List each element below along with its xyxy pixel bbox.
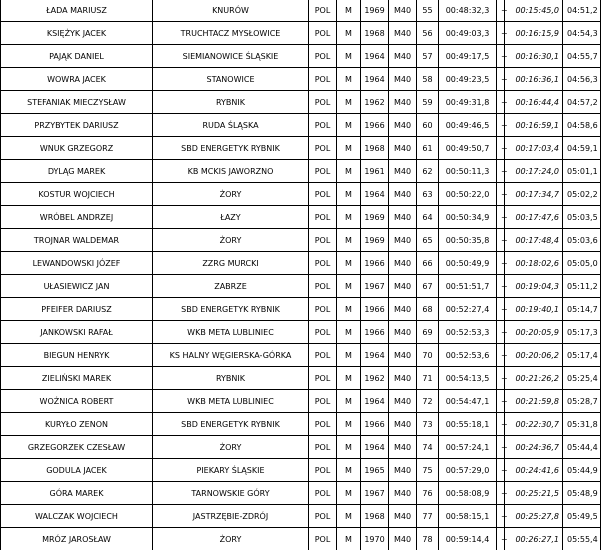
runner-sex: M bbox=[337, 275, 361, 298]
table-row bbox=[1, 137, 601, 160]
runner-name: KSIĘŻYK JACEK bbox=[1, 22, 153, 45]
birth-year: 1966 bbox=[361, 252, 389, 275]
plus-sign: + bbox=[497, 528, 505, 550]
runner-club: TRUCHTACZ MYSŁOWICE bbox=[153, 22, 309, 45]
age-category: M40 bbox=[389, 229, 417, 252]
runner-country: POL bbox=[309, 528, 337, 550]
runner-sex: M bbox=[337, 252, 361, 275]
table-row bbox=[1, 367, 601, 390]
table-row bbox=[1, 344, 601, 367]
table-row bbox=[1, 68, 601, 91]
birth-year: 1964 bbox=[361, 436, 389, 459]
runner-country: POL bbox=[309, 22, 337, 45]
birth-year: 1969 bbox=[361, 0, 389, 22]
time-behind-leader: 00:24:36,7 bbox=[505, 436, 563, 459]
runner-country: POL bbox=[309, 160, 337, 183]
runner-country: POL bbox=[309, 68, 337, 91]
birth-year: 1969 bbox=[361, 229, 389, 252]
table-row bbox=[1, 390, 601, 413]
category-place: 75 bbox=[417, 459, 439, 482]
age-category: M40 bbox=[389, 91, 417, 114]
finish-time: 00:50:22,0 bbox=[439, 183, 497, 206]
finish-time: 00:55:18,1 bbox=[439, 413, 497, 436]
pace-per-km: 05:28,7 bbox=[563, 390, 601, 413]
table-row bbox=[1, 229, 601, 252]
runner-sex: M bbox=[337, 22, 361, 45]
finish-time: 00:49:31,8 bbox=[439, 91, 497, 114]
time-behind-leader: 00:18:02,6 bbox=[505, 252, 563, 275]
runner-sex: M bbox=[337, 528, 361, 550]
finish-time: 00:58:08,9 bbox=[439, 482, 497, 505]
runner-country: POL bbox=[309, 344, 337, 367]
category-place: 76 bbox=[417, 482, 439, 505]
category-place: 78 bbox=[417, 528, 439, 550]
table-row bbox=[1, 91, 601, 114]
finish-time: 00:54:13,5 bbox=[439, 367, 497, 390]
runner-sex: M bbox=[337, 367, 361, 390]
runner-club: ŻORY bbox=[153, 183, 309, 206]
runner-name: PAJĄK DANIEL bbox=[1, 45, 153, 68]
category-place: 60 bbox=[417, 114, 439, 137]
time-behind-leader: 00:19:40,1 bbox=[505, 298, 563, 321]
table-row bbox=[1, 413, 601, 436]
time-behind-leader: 00:20:06,2 bbox=[505, 344, 563, 367]
plus-sign: + bbox=[497, 114, 505, 137]
birth-year: 1964 bbox=[361, 45, 389, 68]
age-category: M40 bbox=[389, 252, 417, 275]
plus-sign: + bbox=[497, 252, 505, 275]
pace-per-km: 05:55,4 bbox=[563, 528, 601, 550]
runner-country: POL bbox=[309, 390, 337, 413]
time-behind-leader: 00:21:59,8 bbox=[505, 390, 563, 413]
runner-sex: M bbox=[337, 137, 361, 160]
runner-name: WNUK GRZEGORZ bbox=[1, 137, 153, 160]
age-category: M40 bbox=[389, 114, 417, 137]
runner-country: POL bbox=[309, 275, 337, 298]
runner-name: WOWRA JACEK bbox=[1, 68, 153, 91]
plus-sign: + bbox=[497, 321, 505, 344]
runner-country: POL bbox=[309, 482, 337, 505]
category-place: 72 bbox=[417, 390, 439, 413]
runner-sex: M bbox=[337, 298, 361, 321]
table-row bbox=[1, 0, 601, 22]
pace-per-km: 04:57,2 bbox=[563, 91, 601, 114]
pace-per-km: 04:58,6 bbox=[563, 114, 601, 137]
runner-name: UŁASIEWICZ JAN bbox=[1, 275, 153, 298]
finish-time: 00:49:50,7 bbox=[439, 137, 497, 160]
runner-club: RUDA ŚLĄSKA bbox=[153, 114, 309, 137]
pace-per-km: 04:56,3 bbox=[563, 68, 601, 91]
birth-year: 1969 bbox=[361, 206, 389, 229]
age-category: M40 bbox=[389, 68, 417, 91]
runner-club: WKB META LUBLINIEC bbox=[153, 321, 309, 344]
plus-sign: + bbox=[497, 298, 505, 321]
pace-per-km: 05:14,7 bbox=[563, 298, 601, 321]
birth-year: 1964 bbox=[361, 390, 389, 413]
runner-name: LEWANDOWSKI JÓZEF bbox=[1, 252, 153, 275]
category-place: 68 bbox=[417, 298, 439, 321]
runner-name: PRZYBYTEK DARIUSZ bbox=[1, 114, 153, 137]
time-behind-leader: 00:16:15,9 bbox=[505, 22, 563, 45]
table-row bbox=[1, 436, 601, 459]
runner-sex: M bbox=[337, 0, 361, 22]
pace-per-km: 05:02,2 bbox=[563, 183, 601, 206]
runner-sex: M bbox=[337, 321, 361, 344]
runner-country: POL bbox=[309, 436, 337, 459]
pace-per-km: 05:01,1 bbox=[563, 160, 601, 183]
birth-year: 1966 bbox=[361, 298, 389, 321]
pace-per-km: 05:49,5 bbox=[563, 505, 601, 528]
age-category: M40 bbox=[389, 137, 417, 160]
pace-per-km: 05:03,6 bbox=[563, 229, 601, 252]
age-category: M40 bbox=[389, 505, 417, 528]
table-row bbox=[1, 160, 601, 183]
pace-per-km: 04:54,3 bbox=[563, 22, 601, 45]
table-row bbox=[1, 45, 601, 68]
pace-per-km: 04:55,7 bbox=[563, 45, 601, 68]
category-place: 74 bbox=[417, 436, 439, 459]
pace-per-km: 05:31,8 bbox=[563, 413, 601, 436]
runner-sex: M bbox=[337, 91, 361, 114]
runner-country: POL bbox=[309, 137, 337, 160]
time-behind-leader: 00:15:45,0 bbox=[505, 0, 563, 22]
category-place: 57 bbox=[417, 45, 439, 68]
time-behind-leader: 00:16:59,1 bbox=[505, 114, 563, 137]
birth-year: 1968 bbox=[361, 22, 389, 45]
plus-sign: + bbox=[497, 275, 505, 298]
table-row bbox=[1, 183, 601, 206]
plus-sign: + bbox=[497, 436, 505, 459]
time-behind-leader: 00:17:47,6 bbox=[505, 206, 563, 229]
time-behind-leader: 00:20:05,9 bbox=[505, 321, 563, 344]
plus-sign: + bbox=[497, 91, 505, 114]
category-place: 64 bbox=[417, 206, 439, 229]
runner-club: SBD ENERGETYK RYBNIK bbox=[153, 137, 309, 160]
finish-time: 00:58:15,1 bbox=[439, 505, 497, 528]
category-place: 66 bbox=[417, 252, 439, 275]
category-place: 67 bbox=[417, 275, 439, 298]
runner-sex: M bbox=[337, 160, 361, 183]
plus-sign: + bbox=[497, 160, 505, 183]
runner-name: GRZEGORZEK CZESŁAW bbox=[1, 436, 153, 459]
runner-country: POL bbox=[309, 229, 337, 252]
runner-sex: M bbox=[337, 183, 361, 206]
category-place: 71 bbox=[417, 367, 439, 390]
runner-club: SIEMIANOWICE ŚLĄSKIE bbox=[153, 45, 309, 68]
results-body bbox=[1, 0, 601, 550]
time-behind-leader: 00:16:44,4 bbox=[505, 91, 563, 114]
plus-sign: + bbox=[497, 413, 505, 436]
runner-club: PIEKARY ŚLĄSKIE bbox=[153, 459, 309, 482]
age-category: M40 bbox=[389, 482, 417, 505]
time-behind-leader: 00:24:41,6 bbox=[505, 459, 563, 482]
pace-per-km: 05:03,5 bbox=[563, 206, 601, 229]
time-behind-leader: 00:26:27,1 bbox=[505, 528, 563, 550]
age-category: M40 bbox=[389, 0, 417, 22]
runner-sex: M bbox=[337, 229, 361, 252]
runner-club: KB MCKIS JAWORZNO bbox=[153, 160, 309, 183]
age-category: M40 bbox=[389, 160, 417, 183]
time-behind-leader: 00:17:34,7 bbox=[505, 183, 563, 206]
runner-name: GODULA JACEK bbox=[1, 459, 153, 482]
table-row bbox=[1, 22, 601, 45]
table-row bbox=[1, 505, 601, 528]
plus-sign: + bbox=[497, 137, 505, 160]
runner-sex: M bbox=[337, 45, 361, 68]
pace-per-km: 05:25,4 bbox=[563, 367, 601, 390]
plus-sign: + bbox=[497, 22, 505, 45]
runner-name: WRÓBEL ANDRZEJ bbox=[1, 206, 153, 229]
runner-sex: M bbox=[337, 436, 361, 459]
runner-country: POL bbox=[309, 114, 337, 137]
finish-time: 00:57:29,0 bbox=[439, 459, 497, 482]
birth-year: 1962 bbox=[361, 91, 389, 114]
age-category: M40 bbox=[389, 528, 417, 550]
runner-club: KS HALNY WĘGIERSKA-GÓRKA bbox=[153, 344, 309, 367]
runner-club: ZZRG MURCKI bbox=[153, 252, 309, 275]
finish-time: 00:52:53,3 bbox=[439, 321, 497, 344]
runner-club: ŻORY bbox=[153, 528, 309, 550]
runner-name: ZIELIŃSKI MAREK bbox=[1, 367, 153, 390]
table-row bbox=[1, 298, 601, 321]
runner-club: SBD ENERGETYK RYBNIK bbox=[153, 298, 309, 321]
table-row bbox=[1, 206, 601, 229]
age-category: M40 bbox=[389, 436, 417, 459]
finish-time: 00:49:46,5 bbox=[439, 114, 497, 137]
runner-club: ŁAZY bbox=[153, 206, 309, 229]
runner-country: POL bbox=[309, 206, 337, 229]
finish-time: 00:54:47,1 bbox=[439, 390, 497, 413]
age-category: M40 bbox=[389, 390, 417, 413]
time-behind-leader: 00:25:21,5 bbox=[505, 482, 563, 505]
plus-sign: + bbox=[497, 206, 505, 229]
runner-country: POL bbox=[309, 252, 337, 275]
table-row bbox=[1, 321, 601, 344]
age-category: M40 bbox=[389, 413, 417, 436]
runner-club: ZABRZE bbox=[153, 275, 309, 298]
plus-sign: + bbox=[497, 459, 505, 482]
runner-sex: M bbox=[337, 68, 361, 91]
age-category: M40 bbox=[389, 206, 417, 229]
runner-club: JASTRZĘBIE-ZDRÓJ bbox=[153, 505, 309, 528]
runner-club: KNURÓW bbox=[153, 0, 309, 22]
runner-club: SBD ENERGETYK RYBNIK bbox=[153, 413, 309, 436]
runner-name: KOSTUR WOJCIECH bbox=[1, 183, 153, 206]
time-behind-leader: 00:17:24,0 bbox=[505, 160, 563, 183]
runner-name: KURYŁO ZENON bbox=[1, 413, 153, 436]
finish-time: 00:48:32,3 bbox=[439, 0, 497, 22]
finish-time: 00:52:27,4 bbox=[439, 298, 497, 321]
plus-sign: + bbox=[497, 344, 505, 367]
age-category: M40 bbox=[389, 45, 417, 68]
pace-per-km: 04:59,1 bbox=[563, 137, 601, 160]
time-behind-leader: 00:19:04,3 bbox=[505, 275, 563, 298]
category-place: 73 bbox=[417, 413, 439, 436]
finish-time: 00:49:17,5 bbox=[439, 45, 497, 68]
table-row bbox=[1, 482, 601, 505]
runner-country: POL bbox=[309, 0, 337, 22]
birth-year: 1968 bbox=[361, 137, 389, 160]
table-row bbox=[1, 275, 601, 298]
runner-name: JANKOWSKI RAFAŁ bbox=[1, 321, 153, 344]
age-category: M40 bbox=[389, 275, 417, 298]
runner-country: POL bbox=[309, 45, 337, 68]
runner-club: RYBNIK bbox=[153, 91, 309, 114]
category-place: 65 bbox=[417, 229, 439, 252]
finish-time: 00:49:23,5 bbox=[439, 68, 497, 91]
runner-club: ŻORY bbox=[153, 436, 309, 459]
plus-sign: + bbox=[497, 229, 505, 252]
runner-club: TARNOWSKIE GÓRY bbox=[153, 482, 309, 505]
runner-country: POL bbox=[309, 321, 337, 344]
category-place: 62 bbox=[417, 160, 439, 183]
birth-year: 1964 bbox=[361, 344, 389, 367]
age-category: M40 bbox=[389, 459, 417, 482]
age-category: M40 bbox=[389, 344, 417, 367]
runner-name: WOŹNICA ROBERT bbox=[1, 390, 153, 413]
category-place: 58 bbox=[417, 68, 439, 91]
birth-year: 1964 bbox=[361, 183, 389, 206]
finish-time: 00:50:34,9 bbox=[439, 206, 497, 229]
finish-time: 00:59:14,4 bbox=[439, 528, 497, 550]
runner-sex: M bbox=[337, 390, 361, 413]
runner-sex: M bbox=[337, 413, 361, 436]
runner-name: PFEIFER DARIUSZ bbox=[1, 298, 153, 321]
birth-year: 1967 bbox=[361, 482, 389, 505]
plus-sign: + bbox=[497, 505, 505, 528]
birth-year: 1966 bbox=[361, 321, 389, 344]
runner-club: WKB META LUBLINIEC bbox=[153, 390, 309, 413]
birth-year: 1962 bbox=[361, 367, 389, 390]
time-behind-leader: 00:21:26,2 bbox=[505, 367, 563, 390]
table-row bbox=[1, 114, 601, 137]
finish-time: 00:52:53,6 bbox=[439, 344, 497, 367]
finish-time: 00:57:24,1 bbox=[439, 436, 497, 459]
pace-per-km: 05:44,9 bbox=[563, 459, 601, 482]
runner-name: BIEGUN HENRYK bbox=[1, 344, 153, 367]
time-behind-leader: 00:17:48,4 bbox=[505, 229, 563, 252]
age-category: M40 bbox=[389, 321, 417, 344]
birth-year: 1967 bbox=[361, 275, 389, 298]
time-behind-leader: 00:17:03,4 bbox=[505, 137, 563, 160]
table-row bbox=[1, 252, 601, 275]
time-behind-leader: 00:22:30,7 bbox=[505, 413, 563, 436]
finish-time: 00:51:51,7 bbox=[439, 275, 497, 298]
runner-country: POL bbox=[309, 505, 337, 528]
runner-name: TROJNAR WALDEMAR bbox=[1, 229, 153, 252]
category-place: 77 bbox=[417, 505, 439, 528]
finish-time: 00:50:49,9 bbox=[439, 252, 497, 275]
plus-sign: + bbox=[497, 367, 505, 390]
runner-country: POL bbox=[309, 459, 337, 482]
plus-sign: + bbox=[497, 68, 505, 91]
runner-name: GÓRA MAREK bbox=[1, 482, 153, 505]
runner-sex: M bbox=[337, 505, 361, 528]
age-category: M40 bbox=[389, 298, 417, 321]
pace-per-km: 05:44,4 bbox=[563, 436, 601, 459]
time-behind-leader: 00:16:30,1 bbox=[505, 45, 563, 68]
pace-per-km: 04:51,2 bbox=[563, 0, 601, 22]
category-place: 63 bbox=[417, 183, 439, 206]
time-behind-leader: 00:25:27,8 bbox=[505, 505, 563, 528]
age-category: M40 bbox=[389, 367, 417, 390]
finish-time: 00:50:35,8 bbox=[439, 229, 497, 252]
runner-club: RYBNIK bbox=[153, 367, 309, 390]
birth-year: 1970 bbox=[361, 528, 389, 550]
runner-name: DYLĄG MAREK bbox=[1, 160, 153, 183]
pace-per-km: 05:17,3 bbox=[563, 321, 601, 344]
pace-per-km: 05:05,0 bbox=[563, 252, 601, 275]
category-place: 69 bbox=[417, 321, 439, 344]
runner-sex: M bbox=[337, 344, 361, 367]
runner-name: STEFANIAK MIECZYSŁAW bbox=[1, 91, 153, 114]
runner-sex: M bbox=[337, 482, 361, 505]
runner-country: POL bbox=[309, 183, 337, 206]
birth-year: 1966 bbox=[361, 413, 389, 436]
plus-sign: + bbox=[497, 183, 505, 206]
plus-sign: + bbox=[497, 0, 505, 22]
plus-sign: + bbox=[497, 390, 505, 413]
runner-country: POL bbox=[309, 367, 337, 390]
category-place: 61 bbox=[417, 137, 439, 160]
age-category: M40 bbox=[389, 183, 417, 206]
runner-sex: M bbox=[337, 206, 361, 229]
birth-year: 1965 bbox=[361, 459, 389, 482]
category-place: 59 bbox=[417, 91, 439, 114]
category-place: 70 bbox=[417, 344, 439, 367]
plus-sign: + bbox=[497, 45, 505, 68]
category-place: 55 bbox=[417, 0, 439, 22]
runner-country: POL bbox=[309, 91, 337, 114]
runner-name: WALCZAK WOJCIECH bbox=[1, 505, 153, 528]
birth-year: 1968 bbox=[361, 505, 389, 528]
birth-year: 1961 bbox=[361, 160, 389, 183]
runner-country: POL bbox=[309, 298, 337, 321]
time-behind-leader: 00:16:36,1 bbox=[505, 68, 563, 91]
runner-name: ŁADA MARIUSZ bbox=[1, 0, 153, 22]
table-row bbox=[1, 459, 601, 482]
age-category: M40 bbox=[389, 22, 417, 45]
runner-sex: M bbox=[337, 114, 361, 137]
pace-per-km: 05:17,4 bbox=[563, 344, 601, 367]
runner-club: STANOWICE bbox=[153, 68, 309, 91]
runner-sex: M bbox=[337, 459, 361, 482]
plus-sign: + bbox=[497, 482, 505, 505]
finish-time: 00:49:03,3 bbox=[439, 22, 497, 45]
birth-year: 1966 bbox=[361, 114, 389, 137]
birth-year: 1964 bbox=[361, 68, 389, 91]
runner-country: POL bbox=[309, 413, 337, 436]
table-row bbox=[1, 528, 601, 550]
runner-club: ŻORY bbox=[153, 229, 309, 252]
pace-per-km: 05:48,9 bbox=[563, 482, 601, 505]
finish-time: 00:50:11,3 bbox=[439, 160, 497, 183]
runner-name: MRÓZ JAROSŁAW bbox=[1, 528, 153, 550]
category-place: 56 bbox=[417, 22, 439, 45]
pace-per-km: 05:11,2 bbox=[563, 275, 601, 298]
